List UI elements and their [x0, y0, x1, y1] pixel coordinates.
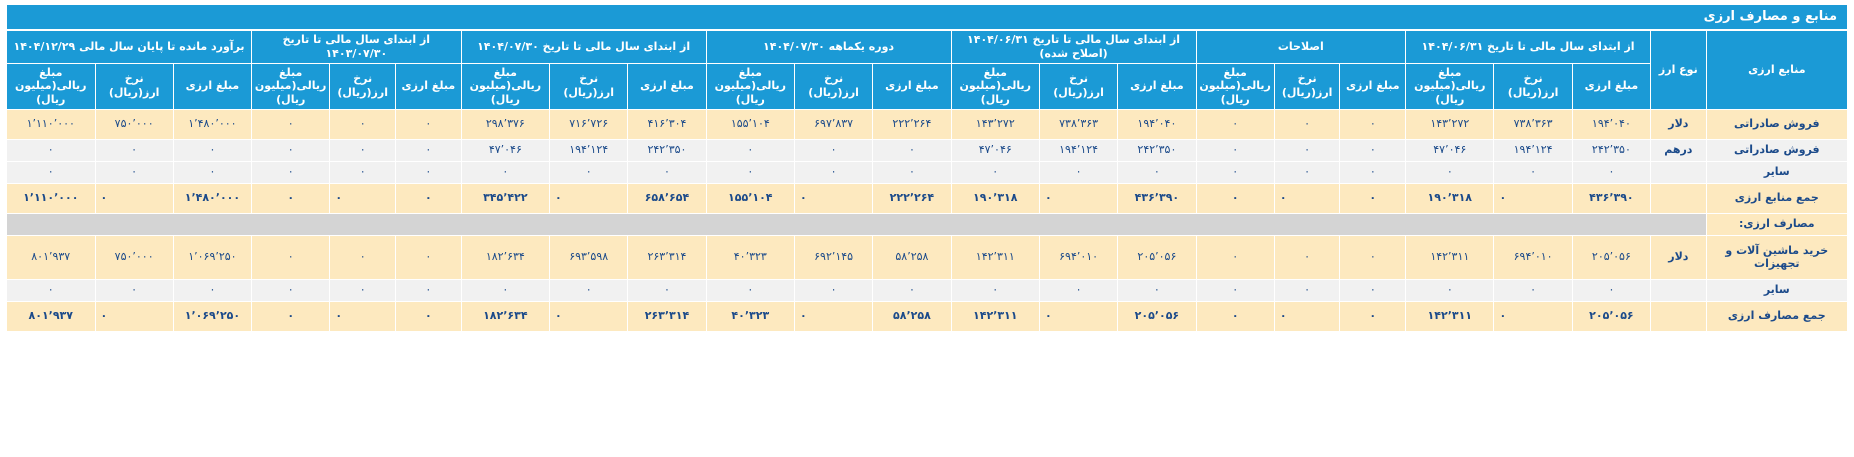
- table-cell: ۰: [173, 139, 251, 161]
- table-cell: ۰: [706, 139, 794, 161]
- row-label: سایر: [1706, 279, 1847, 301]
- table-cell: ۰: [252, 235, 330, 279]
- table-cell: ۰: [95, 279, 173, 301]
- table-cell: ۰: [1039, 279, 1117, 301]
- table-cell: ۰: [1274, 235, 1340, 279]
- table-cell: ۱۹۰٬۳۱۸: [1406, 183, 1494, 213]
- table-cell: ۰: [330, 301, 396, 331]
- table-cell: ۱۹۰٬۳۱۸: [951, 183, 1039, 213]
- table-cell: ۰: [95, 183, 173, 213]
- table-cell: ۰: [1196, 161, 1274, 183]
- table-cell: ۲۰۵٬۰۵۶: [1118, 235, 1196, 279]
- table-cell: ۰: [1118, 161, 1196, 183]
- header-month-period: دوره یکماهه ۱۴۰۴/۰۷/۳۰: [706, 31, 951, 64]
- subheader-amount-fx-7: مبلغ ارزی: [173, 63, 251, 109]
- table-cell: ۵۸٬۲۵۸: [873, 301, 951, 331]
- header-row-subcolumns: [7, 63, 1848, 109]
- row-currency: دلار: [1651, 235, 1707, 279]
- table-cell: ۰: [706, 161, 794, 183]
- table-cell: ۰: [461, 279, 549, 301]
- table-cell: ۰: [1039, 161, 1117, 183]
- subheader-amount-fx-5: مبلغ ارزی: [628, 63, 706, 109]
- table-cell: ۲۰۵٬۰۵۶: [1572, 235, 1650, 279]
- table-cell: ۰: [252, 109, 330, 139]
- subheader-amount-fx-4: مبلغ ارزی: [873, 63, 951, 109]
- table-cell: ۱۴۲٬۳۱۱: [951, 235, 1039, 279]
- table-cell: ۰: [396, 235, 462, 279]
- table-cell: ۰: [1196, 109, 1274, 139]
- row-label: سایر: [1706, 161, 1847, 183]
- table-cell: ۰: [951, 279, 1039, 301]
- table-cell: ۱۹۴٬۱۲۴: [1494, 139, 1572, 161]
- table-cell: ۸۰۱٬۹۳۷: [7, 301, 96, 331]
- table-cell: ۷۵۰٬۰۰۰: [95, 235, 173, 279]
- table-cell: ۲۹۸٬۳۷۶: [461, 109, 549, 139]
- table-cell: ۲۲۲٬۲۶۴: [873, 183, 951, 213]
- table-cell: ۰: [330, 235, 396, 279]
- table-cell: ۶۵۸٬۶۵۴: [628, 183, 706, 213]
- table-row: [7, 279, 1848, 301]
- table-cell: ۰: [1494, 301, 1572, 331]
- table-row: [7, 161, 1848, 183]
- table-cell: ۰: [1340, 109, 1406, 139]
- table-cell: ۰: [1494, 161, 1572, 183]
- table-cell: ۰: [550, 279, 628, 301]
- subheader-amount-fx-2: مبلغ ارزی: [1340, 63, 1406, 109]
- table-cell: ۶۹۴٬۰۱۰: [1494, 235, 1572, 279]
- table-cell: ۰: [628, 279, 706, 301]
- table-cell: ۱۹۴٬۱۲۴: [550, 139, 628, 161]
- table-cell: ۰: [1274, 279, 1340, 301]
- table-cell: ۰: [628, 161, 706, 183]
- table-cell: ۱۴۲٬۳۱۱: [951, 301, 1039, 331]
- table-cell: ۴۰٬۳۲۳: [706, 301, 794, 331]
- row-label: خرید ماشین آلات و تجهیزات: [1706, 235, 1847, 279]
- table-cell: ۰: [1494, 183, 1572, 213]
- subheader-rate-5: نرخ ارز(ریال): [550, 63, 628, 109]
- subheader-amount-rial-4: مبلغ ریالی(میلیون ریال): [706, 63, 794, 109]
- row-label: جمع منابع ارزی: [1706, 183, 1847, 213]
- subheader-amount-rial-3: مبلغ ریالی(میلیون ریال): [951, 63, 1039, 109]
- row-currency: [1651, 301, 1707, 331]
- table-cell: ۰: [1196, 183, 1274, 213]
- table-cell: ۰: [330, 139, 396, 161]
- table-cell: ۰: [396, 279, 462, 301]
- table-cell: ۰: [95, 301, 173, 331]
- table-cell: ۱۵۵٬۱۰۴: [706, 183, 794, 213]
- table-cell: ۰: [1340, 235, 1406, 279]
- table-cell: ۷۳۸٬۳۶۳: [1039, 109, 1117, 139]
- table-cell: ۱۹۴٬۰۴۰: [1572, 109, 1650, 139]
- table-cell: ۴۱۶٬۳۰۴: [628, 109, 706, 139]
- table-cell: ۰: [1039, 183, 1117, 213]
- header-sources: منابع ارزی: [1706, 31, 1847, 110]
- subheader-amount-rial-7: مبلغ ریالی(میلیون ریال): [7, 63, 96, 109]
- subheader-rate-3: نرخ ارز(ریال): [1039, 63, 1117, 109]
- subheader-rate-4: نرخ ارز(ریال): [794, 63, 872, 109]
- table-cell: ۴۰٬۳۲۳: [706, 235, 794, 279]
- table-cell: ۲۴۲٬۳۵۰: [1118, 139, 1196, 161]
- table-cell: ۰: [873, 279, 951, 301]
- fx-sources-uses-table: [6, 30, 1848, 332]
- table-cell: ۰: [550, 161, 628, 183]
- table-cell: ۲۰۵٬۰۵۶: [1572, 301, 1650, 331]
- subheader-rate-2: نرخ ارز(ریال): [1274, 63, 1340, 109]
- table-cell: ۴۷٬۰۴۶: [951, 139, 1039, 161]
- table-cell: ۶۹۷٬۸۳۷: [794, 109, 872, 139]
- table-cell: ۲۴۲٬۳۵۰: [1572, 139, 1650, 161]
- table-cell: ۳۴۵٬۴۲۲: [461, 183, 549, 213]
- table-cell: ۰: [173, 279, 251, 301]
- subheader-amount-rial-2: مبلغ ریالی(میلیون ریال): [1196, 63, 1274, 109]
- table-cell: ۰: [252, 279, 330, 301]
- table-cell: ۷۵۰٬۰۰۰: [95, 109, 173, 139]
- table-cell: ۱٬۴۸۰٬۰۰۰: [173, 109, 251, 139]
- table-cell: ۰: [951, 161, 1039, 183]
- subheader-rate-1: نرخ ارز(ریال): [1494, 63, 1572, 109]
- subheader-amount-fx-6: مبلغ ارزی: [396, 63, 462, 109]
- table-cell: ۰: [252, 139, 330, 161]
- row-label: فروش صادراتی: [1706, 109, 1847, 139]
- table-cell: ۰: [461, 161, 549, 183]
- table-row: [7, 139, 1848, 161]
- table-cell: ۰: [396, 109, 462, 139]
- table-cell: ۱٬۰۶۹٬۲۵۰: [173, 235, 251, 279]
- row-currency: [1651, 279, 1707, 301]
- table-cell: ۰: [1572, 279, 1650, 301]
- table-cell: ۰: [1340, 161, 1406, 183]
- table-cell: ۱۸۲٬۶۳۴: [461, 235, 549, 279]
- row-label: فروش صادراتی: [1706, 139, 1847, 161]
- table-cell: ۰: [7, 279, 96, 301]
- table-cell: ۱٬۱۱۰٬۰۰۰: [7, 109, 96, 139]
- table-cell: ۰: [550, 301, 628, 331]
- table-cell: ۰: [1274, 183, 1340, 213]
- subheader-amount-rial-6: مبلغ ریالی(میلیون ریال): [252, 63, 330, 109]
- row-currency: درهم: [1651, 139, 1707, 161]
- table-cell: ۴۳۶٬۳۹۰: [1572, 183, 1650, 213]
- table-cell: ۰: [1118, 279, 1196, 301]
- header-row-groups: [7, 31, 1848, 64]
- table-cell: ۰: [1340, 183, 1406, 213]
- table-cell: ۰: [1572, 161, 1650, 183]
- table-cell: ۰: [1274, 109, 1340, 139]
- table-row: [7, 301, 1848, 331]
- row-currency: [1651, 183, 1707, 213]
- table-cell: ۰: [1196, 139, 1274, 161]
- subheader-amount-fx-1: مبلغ ارزی: [1572, 63, 1650, 109]
- table-row: [7, 183, 1848, 213]
- table-cell: ۲۶۳٬۳۱۴: [628, 301, 706, 331]
- table-cell: ۰: [330, 161, 396, 183]
- section-label: مصارف ارزی:: [1706, 213, 1847, 235]
- table-cell: ۱۸۲٬۶۳۴: [461, 301, 549, 331]
- table-cell: ۸۰۱٬۹۳۷: [7, 235, 96, 279]
- table-cell: ۱۹۴٬۱۲۴: [1039, 139, 1117, 161]
- table-row: [7, 109, 1848, 139]
- table-cell: ۰: [873, 161, 951, 183]
- table-cell: ۴۳۶٬۳۹۰: [1118, 183, 1196, 213]
- row-label: جمع مصارف ارزی: [1706, 301, 1847, 331]
- table-cell: ۰: [396, 301, 462, 331]
- table-cell: ۰: [794, 139, 872, 161]
- table-cell: ۰: [1196, 235, 1274, 279]
- table-cell: ۰: [794, 279, 872, 301]
- table-cell: ۶۹۲٬۱۴۵: [794, 235, 872, 279]
- table-cell: ۰: [794, 161, 872, 183]
- table-cell: ۰: [1274, 139, 1340, 161]
- header-period-1-adjusted: از ابتدای سال مالی تا تاریخ ۱۴۰۴/۰۶/۳۱ (اصلاح شده): [951, 31, 1196, 64]
- table-cell: ۰: [794, 301, 872, 331]
- table-cell: ۰: [95, 161, 173, 183]
- page-title: منابع و مصارف ارزی: [6, 4, 1848, 30]
- table-cell: ۰: [1340, 139, 1406, 161]
- table-cell: ۰: [330, 183, 396, 213]
- table-cell: ۱۵۵٬۱۰۴: [706, 109, 794, 139]
- subheader-rate-6: نرخ ارز(ریال): [330, 63, 396, 109]
- table-cell: ۰: [1039, 301, 1117, 331]
- subheader-amount-rial-5: مبلغ ریالی(میلیون ریال): [461, 63, 549, 109]
- table-cell: ۰: [1274, 161, 1340, 183]
- header-period-ytd: از ابتدای سال مالی تا تاریخ ۱۴۰۴/۰۷/۳۰: [461, 31, 706, 64]
- table-row: [7, 235, 1848, 279]
- table-cell: ۰: [1196, 301, 1274, 331]
- table-cell: ۱٬۴۸۰٬۰۰۰: [173, 183, 251, 213]
- table-cell: ۰: [396, 183, 462, 213]
- table-cell: ۰: [252, 183, 330, 213]
- table-cell: ۱۴۳٬۲۷۲: [1406, 109, 1494, 139]
- table-cell: ۰: [252, 301, 330, 331]
- table-cell: ۱٬۱۱۰٬۰۰۰: [7, 183, 96, 213]
- table-cell: ۰: [330, 109, 396, 139]
- table-cell: ۰: [794, 183, 872, 213]
- subheader-rate-7: نرخ ارز(ریال): [95, 63, 173, 109]
- table-cell: ۱۴۲٬۳۱۱: [1406, 301, 1494, 331]
- header-adjustments: اصلاحات: [1196, 31, 1406, 64]
- table-cell: ۶۹۴٬۰۱۰: [1039, 235, 1117, 279]
- table-cell: ۲۶۳٬۳۱۴: [628, 235, 706, 279]
- table-cell: ۰: [95, 139, 173, 161]
- header-period-1: از ابتدای سال مالی تا تاریخ ۱۴۰۴/۰۶/۳۱: [1406, 31, 1651, 64]
- table-cell: ۲۰۵٬۰۵۶: [1118, 301, 1196, 331]
- table-cell: ۱٬۰۶۹٬۲۵۰: [173, 301, 251, 331]
- table-cell: ۰: [1196, 279, 1274, 301]
- table-cell: ۰: [706, 279, 794, 301]
- section-spacer: [7, 213, 1707, 235]
- table-cell: ۲۴۲٬۳۵۰: [628, 139, 706, 161]
- table-cell: ۰: [1274, 301, 1340, 331]
- table-body: [7, 109, 1848, 331]
- table-cell: ۰: [1340, 301, 1406, 331]
- table-cell: ۱۴۳٬۲۷۲: [951, 109, 1039, 139]
- header-prior-year: از ابتدای سال مالی تا تاریخ ۱۴۰۳/۰۷/۳۰: [252, 31, 462, 64]
- table-cell: ۴۷٬۰۴۶: [461, 139, 549, 161]
- table-cell: ۰: [396, 161, 462, 183]
- header-currency-type: نوع ارز: [1651, 31, 1707, 110]
- table-cell: ۰: [873, 139, 951, 161]
- table-cell: ۰: [173, 161, 251, 183]
- table-cell: ۲۲۲٬۲۶۴: [873, 109, 951, 139]
- table-cell: ۰: [1406, 161, 1494, 183]
- table-cell: ۰: [1406, 279, 1494, 301]
- table-cell: ۰: [1340, 279, 1406, 301]
- table-row: [7, 213, 1848, 235]
- table-cell: ۰: [252, 161, 330, 183]
- table-cell: ۰: [396, 139, 462, 161]
- table-cell: ۶۹۳٬۵۹۸: [550, 235, 628, 279]
- table-cell: ۷۱۶٬۷۲۶: [550, 109, 628, 139]
- row-currency: دلار: [1651, 109, 1707, 139]
- subheader-amount-fx-3: مبلغ ارزی: [1118, 63, 1196, 109]
- table-cell: ۰: [1494, 279, 1572, 301]
- table-cell: ۷۳۸٬۳۶۳: [1494, 109, 1572, 139]
- table-cell: ۰: [7, 161, 96, 183]
- table-cell: ۰: [550, 183, 628, 213]
- subheader-amount-rial-1: مبلغ ریالی(میلیون ریال): [1406, 63, 1494, 109]
- table-cell: ۰: [330, 279, 396, 301]
- header-forecast: برآورد مانده تا پایان سال مالی ۱۴۰۴/۱۲/۲۹: [7, 31, 252, 64]
- table-cell: ۱۹۴٬۰۴۰: [1118, 109, 1196, 139]
- table-cell: ۱۴۲٬۳۱۱: [1406, 235, 1494, 279]
- table-cell: ۵۸٬۲۵۸: [873, 235, 951, 279]
- table-cell: ۴۷٬۰۴۶: [1406, 139, 1494, 161]
- table-cell: ۰: [7, 139, 96, 161]
- row-currency: [1651, 161, 1707, 183]
